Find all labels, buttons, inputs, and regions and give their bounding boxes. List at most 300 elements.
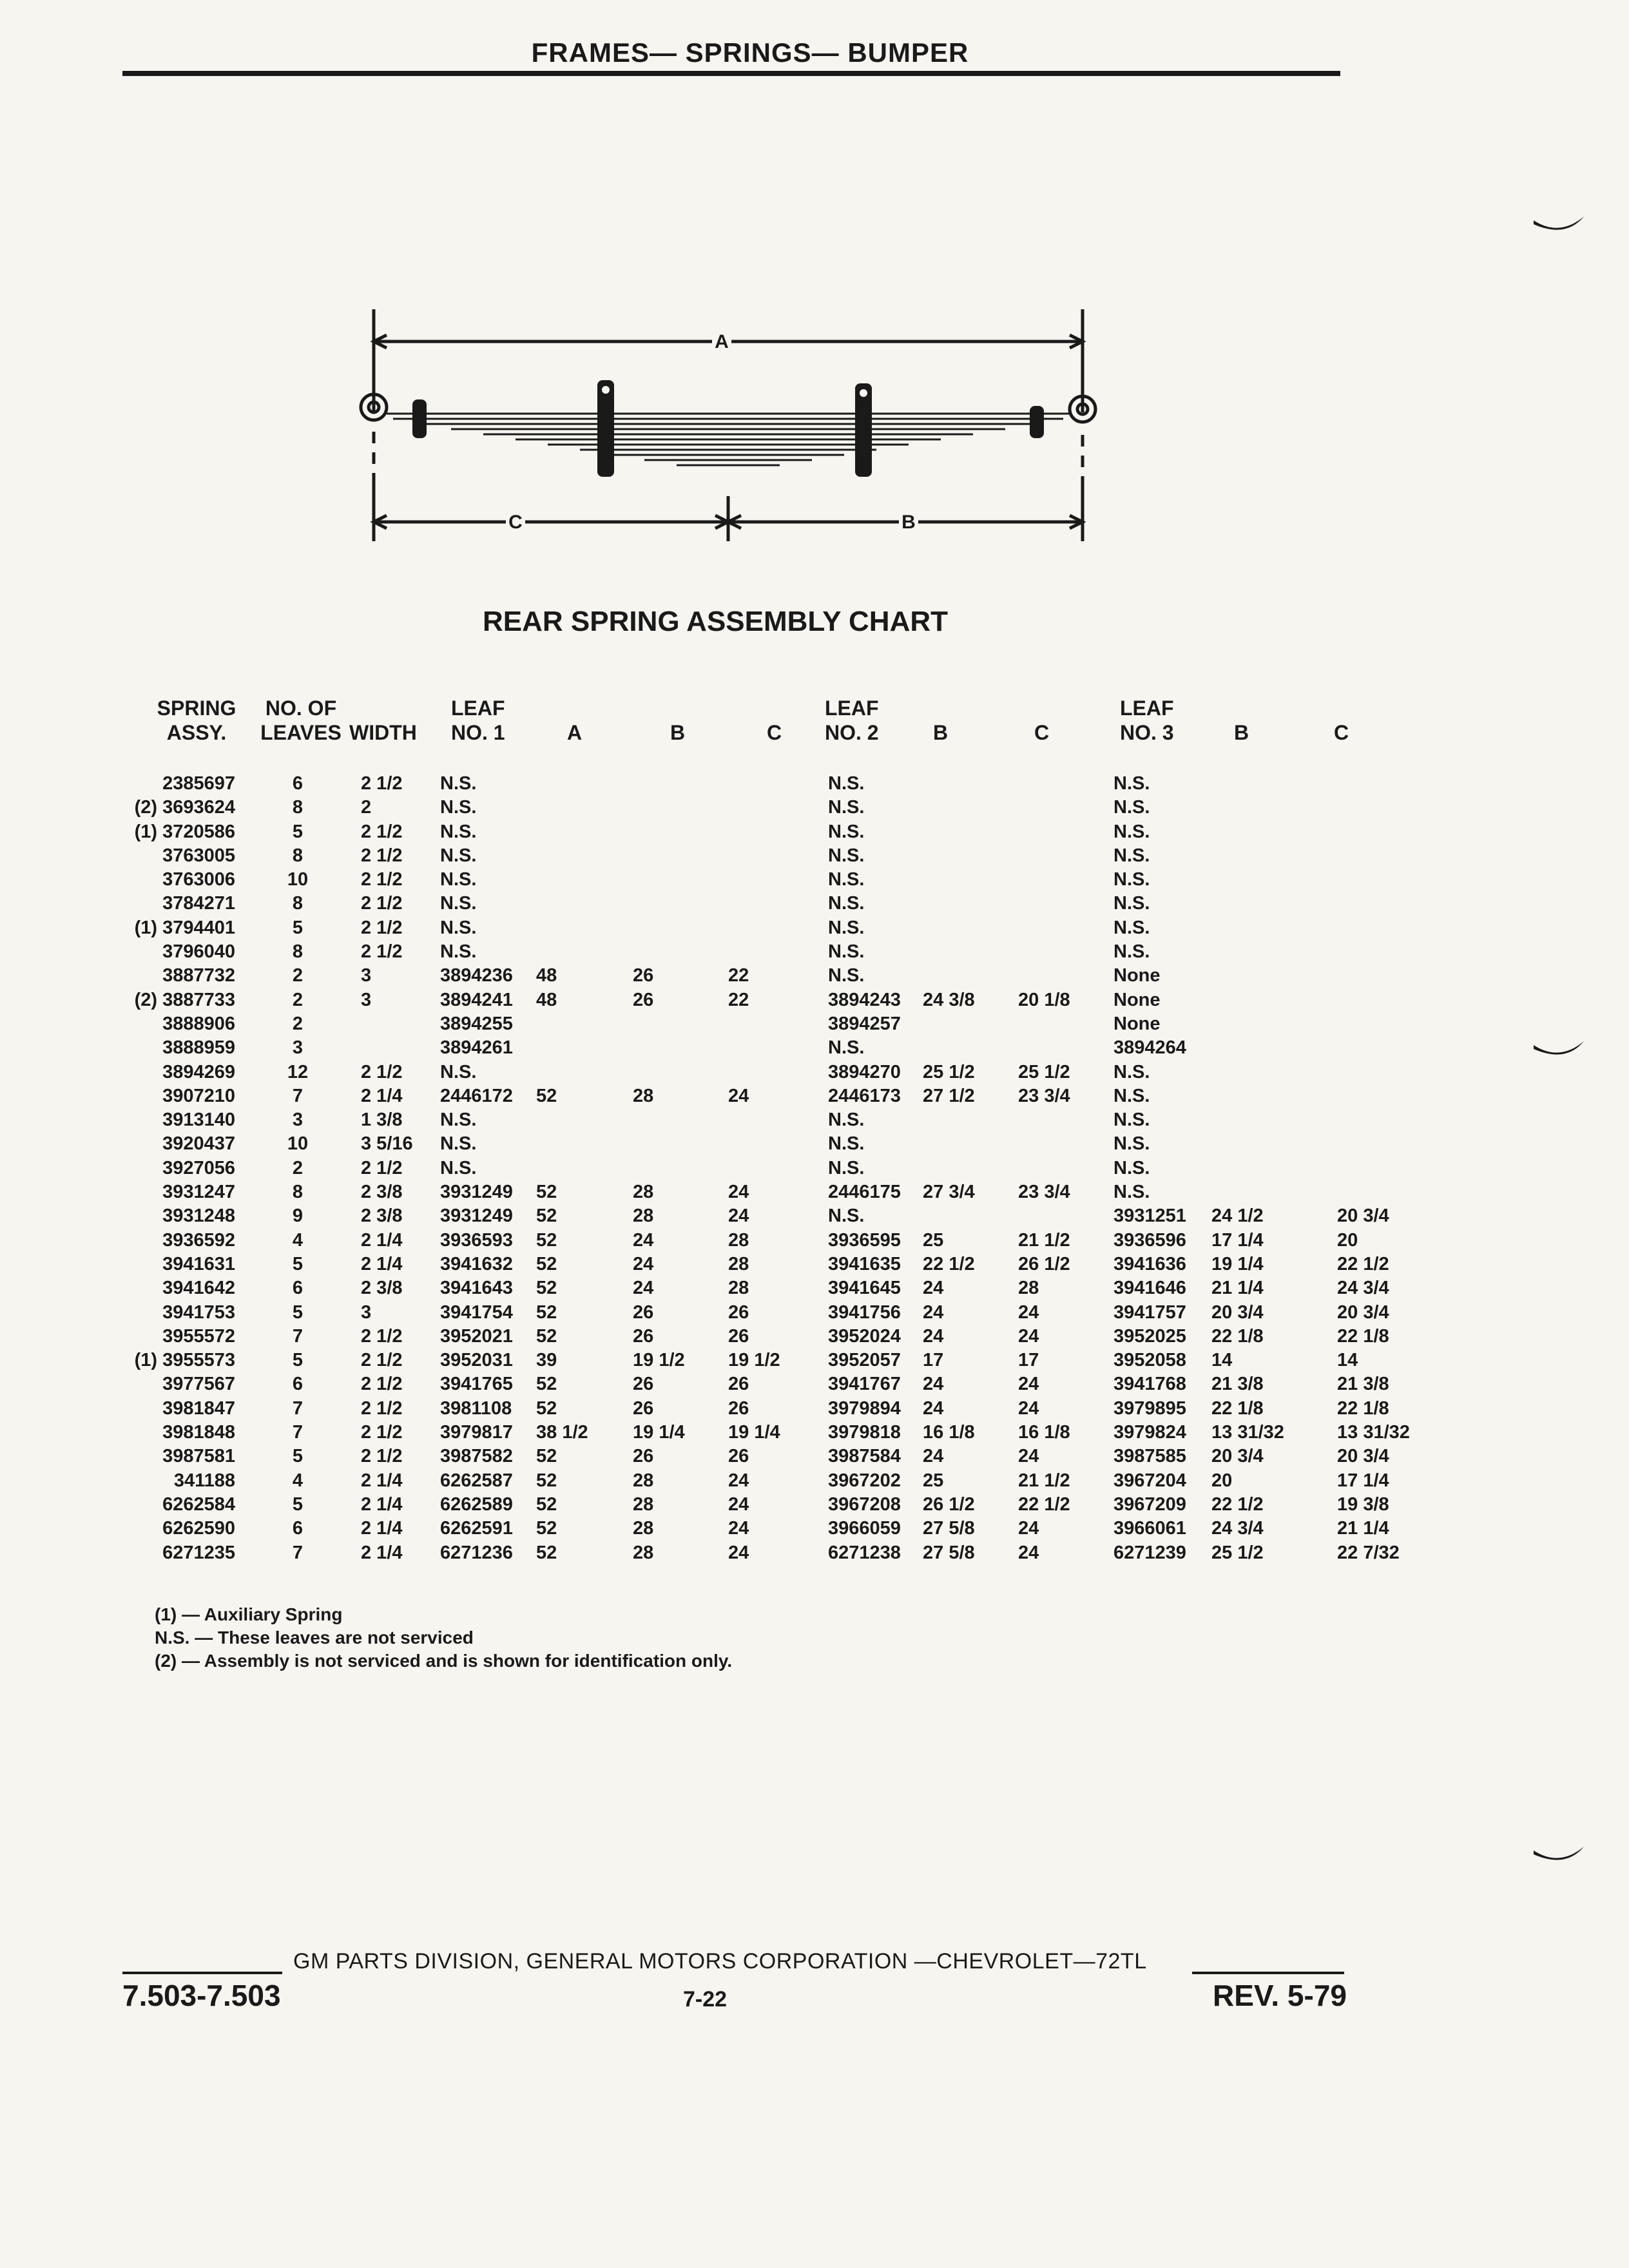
table-row — [0, 940, 1629, 964]
cell-a: 52 — [536, 1253, 557, 1274]
cell-c1: 22 — [728, 989, 749, 1010]
cell-b1: 28 — [633, 1542, 654, 1563]
cell-c3: 20 3/4 — [1337, 1302, 1389, 1323]
cell-assy: 3763005 — [162, 845, 235, 866]
cell-leaf2: 3941645 — [828, 1278, 901, 1299]
cell-leaves: 12 — [287, 1061, 309, 1082]
cell-c1: 19 1/4 — [728, 1422, 780, 1443]
cell-leaf1: N.S. — [440, 773, 477, 794]
cell-assy: 3920437 — [162, 1133, 235, 1155]
cell-leaf1: 3894236 — [440, 965, 513, 986]
cell-c2: 17 — [1018, 1350, 1039, 1371]
table-row — [0, 1493, 1629, 1517]
cell-width: 2 1/4 — [361, 1542, 403, 1563]
cell-c3: 21 3/8 — [1337, 1374, 1389, 1395]
cell-c3: 24 3/4 — [1337, 1278, 1389, 1299]
cell-leaf3: N.S. — [1113, 797, 1150, 818]
cell-c1: 26 — [728, 1446, 749, 1467]
cell-c1: 24 — [728, 1182, 749, 1203]
table-row — [0, 1397, 1629, 1421]
cell-b3: 20 3/4 — [1211, 1446, 1264, 1467]
cell-c2: 23 3/4 — [1018, 1182, 1070, 1203]
cell-leaf3: 3979895 — [1113, 1398, 1186, 1419]
table-row — [0, 1445, 1629, 1468]
cell-leaves: 10 — [287, 869, 309, 890]
table-row — [0, 1421, 1629, 1445]
cell-leaf1: 3894241 — [440, 989, 513, 1010]
cell-leaf1: N.S. — [440, 1061, 477, 1082]
cell-width: 2 1/4 — [361, 1518, 403, 1539]
cell-leaf2: N.S. — [828, 893, 865, 914]
table-row — [0, 1372, 1629, 1396]
cell-leaves: 8 — [292, 941, 304, 963]
cell-c1: 19 1/2 — [728, 1350, 780, 1371]
cell-width: 2 1/2 — [361, 1325, 403, 1347]
cell-width: 2 3/8 — [361, 1182, 403, 1203]
cell-assy: 3941642 — [162, 1278, 235, 1299]
cell-b1: 24 — [633, 1229, 654, 1251]
cell-leaf2: 3966059 — [828, 1518, 901, 1539]
cell-c3: 14 — [1337, 1350, 1358, 1371]
cell-b3: 24 3/4 — [1211, 1518, 1264, 1539]
cell-leaves: 3 — [292, 1110, 304, 1131]
cell-a: 52 — [536, 1374, 557, 1395]
cell-leaf1: 3894261 — [440, 1037, 513, 1059]
cell-leaf3: 3936596 — [1113, 1229, 1186, 1251]
cell-leaves: 2 — [292, 989, 304, 1010]
table-row — [0, 796, 1629, 820]
cell-a: 52 — [536, 1325, 557, 1347]
cell-a: 52 — [536, 1518, 557, 1539]
cell-leaves: 2 — [292, 1157, 304, 1178]
cell-c2: 23 3/4 — [1018, 1085, 1070, 1106]
cell-leaf2: N.S. — [828, 1110, 865, 1131]
cell-b1: 28 — [633, 1518, 654, 1539]
cell-width: 2 1/2 — [361, 1157, 403, 1178]
cell-width: 2 1/2 — [361, 1446, 403, 1467]
cell-leaf3: N.S. — [1113, 1157, 1150, 1178]
table-row — [0, 1517, 1629, 1541]
cell-leaf1: N.S. — [440, 821, 477, 842]
cell-width: 2 1/4 — [361, 1253, 403, 1274]
cell-c2: 21 1/2 — [1018, 1229, 1070, 1251]
cell-leaf1: 3941632 — [440, 1253, 513, 1274]
cell-leaf3: N.S. — [1113, 1133, 1150, 1155]
cell-c2: 28 — [1018, 1278, 1039, 1299]
header-b-leaf1: B — [670, 721, 686, 744]
cell-b3: 20 — [1211, 1470, 1233, 1491]
cell-leaf2: 3952024 — [828, 1325, 901, 1347]
cell-leaves: 5 — [292, 1253, 304, 1274]
cell-assy: (1) 3720586 — [134, 821, 235, 842]
cell-leaves: 5 — [292, 917, 304, 938]
cell-c3: 19 3/8 — [1337, 1494, 1389, 1515]
table-row — [0, 1541, 1629, 1565]
cell-leaf3: 3952058 — [1113, 1350, 1186, 1371]
cell-leaf2: N.S. — [828, 917, 865, 938]
cell-c2: 24 — [1018, 1325, 1039, 1347]
cell-leaves: 6 — [292, 1278, 304, 1299]
cell-b1: 24 — [633, 1278, 654, 1299]
cell-leaf1: N.S. — [440, 1133, 477, 1155]
cell-b3: 22 1/8 — [1211, 1398, 1264, 1419]
cell-a: 39 — [536, 1350, 557, 1371]
footer-corporation: GM PARTS DIVISION, GENERAL MOTORS CORPORATION —CHEVROLET—72TL — [293, 1949, 1147, 1974]
spring-chart-table-body — [0, 772, 1629, 1565]
cell-c1: 28 — [728, 1229, 749, 1251]
cell-leaf1: 3987582 — [440, 1446, 513, 1467]
cell-b3: 20 3/4 — [1211, 1302, 1264, 1323]
cell-assy: 3955572 — [162, 1325, 235, 1347]
cell-c3: 22 1/2 — [1337, 1253, 1389, 1274]
cell-c1: 26 — [728, 1302, 749, 1323]
cell-leaves: 2 — [292, 965, 304, 986]
cell-c2: 21 1/2 — [1018, 1470, 1070, 1491]
cell-leaves: 5 — [292, 1446, 304, 1467]
cell-assy: 6262584 — [162, 1494, 235, 1515]
cell-width: 2 3/8 — [361, 1206, 403, 1227]
cell-leaf1: 3894255 — [440, 1013, 513, 1034]
footnote-auxiliary: (1) — Auxiliary Spring — [155, 1604, 343, 1624]
table-row — [0, 916, 1629, 940]
cell-c1: 24 — [728, 1518, 749, 1539]
cell-assy: 3977567 — [162, 1374, 235, 1395]
cell-b3: 25 1/2 — [1211, 1542, 1264, 1563]
table-row — [0, 1469, 1629, 1493]
cell-b1: 26 — [633, 1302, 654, 1323]
cell-b1: 26 — [633, 1374, 654, 1395]
cell-leaf2: N.S. — [828, 869, 865, 890]
dimension-label-a: A — [715, 331, 729, 352]
cell-leaf2: 3979894 — [828, 1398, 901, 1419]
cell-leaf3: N.S. — [1113, 893, 1150, 914]
cell-leaves: 7 — [292, 1542, 304, 1563]
cell-c3: 22 1/8 — [1337, 1398, 1389, 1419]
cell-c3: 17 1/4 — [1337, 1470, 1389, 1491]
header-c-leaf1: C — [767, 721, 782, 744]
cell-leaf1: 3981108 — [440, 1398, 512, 1419]
cell-leaf1: 3941765 — [440, 1374, 513, 1395]
footer-rule-left — [122, 1972, 282, 1974]
cell-leaf2: N.S. — [828, 845, 865, 866]
cell-c3: 20 3/4 — [1337, 1446, 1389, 1467]
table-row — [0, 868, 1629, 892]
cell-assy: 3763006 — [162, 869, 235, 890]
cell-leaves: 5 — [292, 1350, 304, 1371]
cell-a: 52 — [536, 1398, 557, 1419]
table-row — [0, 1036, 1629, 1060]
cell-leaf3: N.S. — [1113, 845, 1150, 866]
footnote-not-serviced-assembly: (2) — Assembly is not serviced and is shown for identification only. — [155, 1651, 733, 1671]
table-row — [0, 1132, 1629, 1156]
header-leaf-no-1: LEAF NO. 1 — [451, 697, 505, 744]
cell-leaf1: N.S. — [440, 869, 477, 890]
cell-leaf3: N.S. — [1113, 821, 1150, 842]
cell-c2: 24 — [1018, 1446, 1039, 1467]
table-row — [0, 964, 1629, 988]
cell-leaf1: 6262589 — [440, 1494, 513, 1515]
cell-leaf3: 3941757 — [1113, 1302, 1186, 1323]
cell-leaves: 8 — [292, 893, 304, 914]
cell-leaves: 7 — [292, 1085, 304, 1106]
cell-leaf1: 3936593 — [440, 1229, 513, 1251]
cell-width: 3 — [361, 989, 372, 1010]
cell-b2: 26 1/2 — [923, 1494, 975, 1515]
cell-leaf1: N.S. — [440, 797, 477, 818]
cell-leaves: 3 — [292, 1037, 304, 1059]
cell-c2: 24 — [1018, 1398, 1039, 1419]
cell-b2: 25 — [923, 1470, 944, 1491]
cell-leaves: 7 — [292, 1398, 304, 1419]
cell-a: 48 — [536, 989, 557, 1010]
cell-b1: 28 — [633, 1182, 654, 1203]
cell-leaf2: N.S. — [828, 965, 865, 986]
cell-assy: 3987581 — [162, 1446, 235, 1467]
cell-leaf2: 3894243 — [828, 989, 901, 1010]
cell-leaf1: 3952021 — [440, 1325, 513, 1347]
cell-c3: 20 — [1337, 1229, 1358, 1251]
cell-assy: 3981847 — [162, 1398, 235, 1419]
cell-leaves: 5 — [292, 821, 304, 842]
table-row — [0, 1084, 1629, 1108]
cell-leaf3: None — [1113, 1013, 1161, 1034]
cell-leaves: 4 — [292, 1470, 304, 1491]
cell-assy: 3888959 — [162, 1037, 235, 1059]
cell-leaf1: N.S. — [440, 1157, 477, 1178]
cell-c1: 24 — [728, 1206, 749, 1227]
cell-a: 52 — [536, 1302, 557, 1323]
cell-leaf3: N.S. — [1113, 1182, 1150, 1203]
cell-leaf2: 3979818 — [828, 1422, 901, 1443]
cell-a: 52 — [536, 1229, 557, 1251]
cell-b2: 24 — [923, 1446, 944, 1467]
cell-c3: 22 1/8 — [1337, 1325, 1389, 1347]
cell-leaf2: 3967208 — [828, 1494, 901, 1515]
cell-leaf2: N.S. — [828, 1133, 865, 1155]
cell-leaf2: N.S. — [828, 773, 865, 794]
cell-leaf2: 3941756 — [828, 1302, 901, 1323]
cell-c1: 24 — [728, 1470, 749, 1491]
cell-c1: 28 — [728, 1278, 749, 1299]
cell-b3: 22 1/8 — [1211, 1325, 1264, 1347]
cell-assy: 3907210 — [162, 1085, 235, 1106]
cell-leaves: 10 — [287, 1133, 309, 1155]
cell-leaf1: 6262587 — [440, 1470, 513, 1491]
cell-width: 2 1/4 — [361, 1470, 403, 1491]
cell-leaf2: N.S. — [828, 1157, 865, 1178]
cell-leaf2: 3894257 — [828, 1013, 901, 1034]
header-b-leaf3: B — [1234, 721, 1249, 744]
cell-b1: 26 — [633, 1325, 654, 1347]
cell-leaf1: N.S. — [440, 1110, 477, 1131]
cell-leaf2: 3894270 — [828, 1061, 901, 1082]
table-row — [0, 1108, 1629, 1132]
cell-leaf2: 2446173 — [828, 1085, 901, 1106]
table-row — [0, 1157, 1629, 1180]
cell-leaf2: N.S. — [828, 821, 865, 842]
cell-leaf1: N.S. — [440, 845, 477, 866]
cell-leaf3: 3952025 — [1113, 1325, 1186, 1347]
cell-c1: 26 — [728, 1398, 749, 1419]
cell-b1: 19 1/4 — [633, 1422, 685, 1443]
cell-c1: 22 — [728, 965, 749, 986]
cell-leaves: 5 — [292, 1494, 304, 1515]
cell-b2: 17 — [923, 1350, 944, 1371]
cell-b1: 26 — [633, 965, 654, 986]
table-row — [0, 820, 1629, 844]
cell-leaf1: 3941643 — [440, 1278, 513, 1299]
cell-leaf3: 3894264 — [1113, 1037, 1186, 1059]
cell-a: 52 — [536, 1278, 557, 1299]
table-row — [0, 1061, 1629, 1084]
cell-b3: 24 1/2 — [1211, 1206, 1264, 1227]
cell-b1: 26 — [633, 1398, 654, 1419]
footnote-not-serviced-leaves: N.S. — These leaves are not serviced — [155, 1628, 474, 1648]
cell-c3: 13 31/32 — [1337, 1422, 1410, 1443]
cell-assy: 6262590 — [162, 1518, 235, 1539]
cell-leaf3: 3987585 — [1113, 1446, 1186, 1467]
cell-assy: 3888906 — [162, 1013, 235, 1034]
cell-assy: 3931248 — [162, 1206, 235, 1227]
cell-assy: 3784271 — [162, 893, 235, 914]
table-row — [0, 772, 1629, 796]
dimension-label-b: B — [901, 512, 916, 533]
cell-assy: 3941753 — [162, 1302, 235, 1323]
cell-assy: 3887732 — [162, 965, 235, 986]
cell-c2: 24 — [1018, 1302, 1039, 1323]
cell-leaf3: N.S. — [1113, 869, 1150, 890]
cell-leaf1: 3931249 — [440, 1206, 513, 1227]
table-row — [0, 892, 1629, 916]
cell-width: 2 1/4 — [361, 1085, 403, 1106]
cell-leaf2: N.S. — [828, 941, 865, 963]
cell-width: 2 1/4 — [361, 1229, 403, 1251]
cell-c3: 22 7/32 — [1337, 1542, 1400, 1563]
cell-b2: 24 — [923, 1278, 944, 1299]
cell-leaves: 7 — [292, 1325, 304, 1347]
cell-b1: 28 — [633, 1085, 654, 1106]
cell-width: 3 — [361, 1302, 372, 1323]
footer-page-number: 7-22 — [683, 1987, 728, 2012]
cell-b2: 24 — [923, 1302, 944, 1323]
header-a: A — [567, 721, 583, 744]
cell-leaf3: 3967204 — [1113, 1470, 1186, 1491]
cell-assy: 341188 — [173, 1470, 235, 1491]
cell-assy: 3941631 — [162, 1253, 235, 1274]
dimension-label-c: C — [508, 512, 523, 533]
footer-section-number: 7.503-7.503 — [122, 1979, 281, 2012]
cell-width: 2 1/2 — [361, 917, 403, 938]
cell-leaf3: 3941768 — [1113, 1374, 1186, 1395]
cell-c1: 26 — [728, 1325, 749, 1347]
cell-leaf2: 3941635 — [828, 1253, 901, 1274]
cell-c1: 28 — [728, 1253, 749, 1274]
leaf-spring-diagram — [348, 303, 1121, 548]
cell-leaf1: 3941754 — [440, 1302, 513, 1323]
cell-b1: 28 — [633, 1206, 654, 1227]
cell-leaf2: 2446175 — [828, 1182, 901, 1203]
cell-b1: 28 — [633, 1470, 654, 1491]
cell-width: 2 1/2 — [361, 773, 403, 794]
cell-assy: (2) 3887733 — [134, 989, 235, 1010]
cell-leaf1: 3979817 — [440, 1422, 513, 1443]
cell-width: 1 3/8 — [361, 1110, 403, 1131]
cell-width: 2 1/2 — [361, 845, 403, 866]
cell-assy: 6271235 — [162, 1542, 235, 1563]
cell-b2: 27 5/8 — [923, 1542, 975, 1563]
cell-assy: 3927056 — [162, 1157, 235, 1178]
cell-leaf3: 6271239 — [1113, 1542, 1186, 1563]
cell-c2: 22 1/2 — [1018, 1494, 1070, 1515]
cell-c2: 26 1/2 — [1018, 1253, 1070, 1274]
cell-b2: 25 — [923, 1229, 944, 1251]
binder-hole-mark — [1534, 1843, 1585, 1869]
cell-a: 38 1/2 — [536, 1422, 588, 1443]
cell-leaf1: N.S. — [440, 941, 477, 963]
cell-b2: 24 — [923, 1325, 944, 1347]
cell-a: 52 — [536, 1085, 557, 1106]
cell-leaf2: 3987584 — [828, 1446, 901, 1467]
cell-b3: 17 1/4 — [1211, 1229, 1264, 1251]
cell-b3: 22 1/2 — [1211, 1494, 1264, 1515]
chart-title: REAR SPRING ASSEMBLY CHART — [482, 606, 949, 637]
table-row — [0, 1229, 1629, 1253]
cell-leaf2: 3952057 — [828, 1350, 901, 1371]
cell-leaves: 4 — [292, 1229, 304, 1251]
cell-b2: 24 — [923, 1398, 944, 1419]
cell-assy: 2385697 — [162, 773, 235, 794]
cell-leaf3: 3979824 — [1113, 1422, 1186, 1443]
cell-width: 2 1/2 — [361, 869, 403, 890]
cell-leaf1: 6271236 — [440, 1542, 513, 1563]
cell-a: 52 — [536, 1182, 557, 1203]
cell-leaf1: 3952031 — [440, 1350, 513, 1371]
header-spring-assy: SPRING ASSY. — [157, 697, 236, 744]
cell-a: 52 — [536, 1446, 557, 1467]
cell-assy: 3913140 — [162, 1110, 235, 1131]
cell-b2: 22 1/2 — [923, 1253, 975, 1274]
cell-leaf3: N.S. — [1113, 917, 1150, 938]
cell-b1: 26 — [633, 989, 654, 1010]
cell-width: 2 1/2 — [361, 821, 403, 842]
cell-a: 52 — [536, 1206, 557, 1227]
table-row — [0, 844, 1629, 868]
cell-leaves: 7 — [292, 1422, 304, 1443]
cell-b2: 24 3/8 — [923, 989, 975, 1010]
cell-leaves: 9 — [292, 1206, 304, 1227]
header-c-leaf3: C — [1334, 721, 1349, 744]
cell-b1: 19 1/2 — [633, 1350, 685, 1371]
cell-assy: (1) 3794401 — [134, 917, 235, 938]
footer-revision: REV. 5-79 — [1213, 1979, 1347, 2012]
cell-b3: 13 31/32 — [1211, 1422, 1284, 1443]
cell-b2: 16 1/8 — [923, 1422, 975, 1443]
cell-c1: 24 — [728, 1542, 749, 1563]
cell-leaves: 8 — [292, 797, 304, 818]
cell-leaf2: 3936595 — [828, 1229, 901, 1251]
cell-assy: 3936592 — [162, 1229, 235, 1251]
cell-width: 3 — [361, 965, 372, 986]
table-row — [0, 1180, 1629, 1204]
cell-width: 2 1/4 — [361, 1494, 403, 1515]
cell-assy: 3981848 — [162, 1422, 235, 1443]
header-leaf-no-2: LEAF NO. 2 — [825, 697, 879, 744]
binder-hole-mark — [1534, 1037, 1585, 1063]
cell-leaves: 6 — [292, 1518, 304, 1539]
cell-assy: (2) 3693624 — [134, 797, 235, 818]
cell-c3: 21 1/4 — [1337, 1518, 1389, 1539]
cell-width: 2 1/2 — [361, 1350, 403, 1371]
